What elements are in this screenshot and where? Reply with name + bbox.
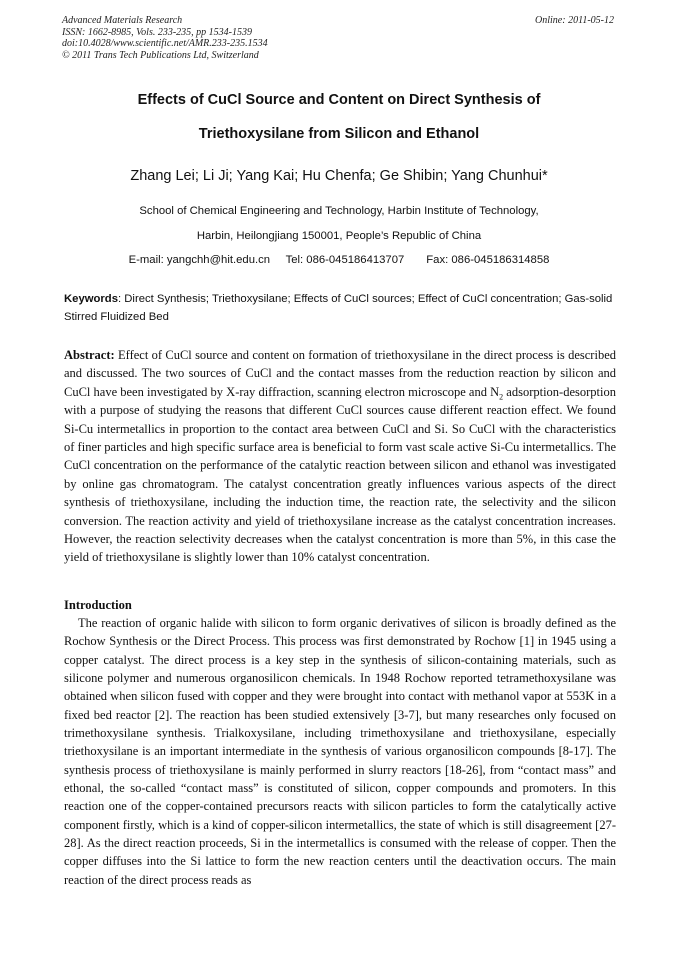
journal-doi[interactable]: doi:10.4028/www.scientific.net/AMR.233-235.1534 [62, 38, 268, 49]
keywords-block [64, 290, 616, 326]
abstract-subscript: 2 [499, 392, 504, 402]
paper-title-line-1: Effects of CuCl Source and Content on Direct Synthesis of [137, 92, 541, 108]
keywords-label: Keywords [64, 293, 118, 305]
author-list: Zhang Lei; Li Ji; Yang Kai; Hu Chenfa; Ge Shibin; Yang Chunhui* [130, 168, 548, 184]
online-date: Online: 2011-05-12 [535, 15, 614, 26]
journal-name: Advanced Materials Research [62, 15, 183, 26]
journal-issn: ISSN: 1662-8985, Vols. 233-235, pp 1534-1539 [62, 26, 252, 38]
abstract-text-part-2: adsorption-desorption with a purpose of studying the reasons that different CuCl sources cause different reaction effect. We found Si-Cu intermetallics in proportion to the contact area between CuCl and Si. So CuCl with the characteristics of finer particles and high specific surface area is beneficial to form vast scale active Si-Cu intermetallics. The CuCl concentration on the performance of the catalytic reaction between silicon and ethanol was investigated by online gas chromatogram. The catalyst concentration greatly influences various aspects of the direct synthesis of triethoxysilane, including the induction time, the reaction rate, the selectivity and the silicon conversion. The reaction activity and yield of triethoxysilane increase as the catalyst concentration increases. However, the reaction selectivity decreases when the catalyst concentration is more than 5%, in this case the yield of triethoxysilane is slightly lower than 10% catalyst concentration. [64, 384, 616, 565]
paper-title-line-2: Triethoxysilane from Silicon and Ethanol [198, 126, 480, 142]
journal-header [62, 15, 268, 61]
contact-info [40, 254, 638, 266]
introduction-heading: Introduction [64, 598, 132, 612]
contact-tel: Tel: 086-045186413707 [285, 254, 405, 266]
abstract-text-part-1: Effect of CuCl source and content on formation of triethoxysilane in the direct process is described and discussed. The two sources of CuCl and the contact masses from the reduction reaction by silicon and CuCl have been investigated by X-ray diffraction, scanning electron microscope and N [64, 348, 616, 399]
introduction-body: The reaction of organic halide with silicon to form organic derivatives of silicon is broadly defined as the Rochow Synthesis or the Direct Process. This process was first demonstrated by Rochow [1] in 1945 using a copper catalyst. The direct process is a key step in the synthesis of silicon-containing materials, such as silicone polymer and numerous organosilicon chemicals. In 1948 Rochow reported tetramethoxysilane was obtained when silicon fused with copper and they were brought into contact with methanol vapor at 553K in a fixed bed reactor [2]. The reaction has been studied extensively [3-7], but many researches only focused on trimethoxysilane synthesis. Trialkoxysilane, including trimethoxysilane and triethoxysilane, especially triethoxysilane is an important intermediate in the synthesis of various organosilicon compounds [8-17]. The synthesis process of triethoxysilane is mainly performed in slurry reactors [18-26], from “contact mass” and ethonal, the so-called “contact mass” is constituted of silicon, copper compounds and promoters. In this reaction one of the copper-contained precursors reacts with silicon particles to form the catalytically active component firstly, which is a kind of copper-silicon intermetallics, the state of which is still disagreement [27-28]. As the direct reaction proceeds, Si in the intermetallics is consumed with the release of copper. Then the copper diffuses into the Si lattice to form the new reaction centers until the deactivation occurs. The main reaction of the direct process reads as [64, 616, 616, 887]
contact-fax: Fax: 086-045186314858 [426, 254, 550, 266]
abstract-label: Abstract: [64, 348, 115, 362]
affiliation-line-2: Harbin, Heilongjiang 150001, People’s Republic of China [196, 230, 482, 242]
affiliation-line-1: School of Chemical Engineering and Technology, Harbin Institute of Technology, [139, 205, 539, 217]
journal-copyright: © 2011 Trans Tech Publications Ltd, Switzerland [62, 49, 259, 61]
abstract-block [64, 346, 616, 567]
contact-email[interactable]: E-mail: yangchh@hit.edu.cn [128, 254, 271, 266]
keywords-text: : Direct Synthesis; Triethoxysilane; Effects of CuCl sources; Effect of CuCl concentration; Gas-solid Stirred Fluidized Bed [64, 293, 613, 323]
